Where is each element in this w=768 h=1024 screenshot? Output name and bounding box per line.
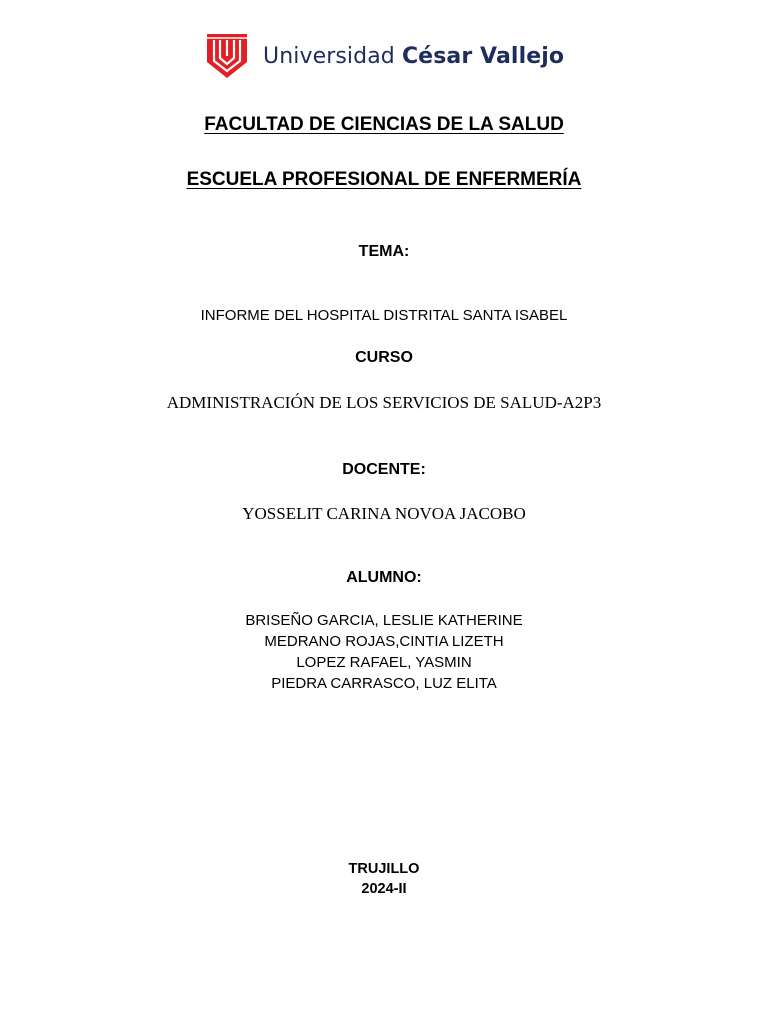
university-shield-icon — [205, 32, 249, 80]
docente-label: DOCENTE: — [342, 461, 426, 478]
docente-value: YOSSELIT CARINA NOVOA JACOBO — [242, 504, 526, 523]
city: TRUJILLO — [348, 861, 420, 877]
academic-period: 2024-II — [361, 881, 407, 897]
university-name — [263, 44, 564, 69]
university-name-regular: Universidad — [263, 43, 402, 69]
university-name-bold: César Vallejo — [401, 43, 565, 69]
curso-label: CURSO — [355, 349, 413, 366]
alumno-label: ALUMNO: — [346, 569, 422, 586]
student-list — [0, 610, 768, 694]
curso-value: ADMINISTRACIÓN DE LOS SERVICIOS DE SALUD-A2P3 — [166, 393, 602, 412]
faculty-title: FACULTAD DE CIENCIAS DE LA SALUD — [204, 114, 564, 135]
university-logo — [205, 32, 564, 80]
student-name: MEDRANO ROJAS,CINTIA LIZETH — [264, 633, 504, 650]
school-title: ESCUELA PROFESIONAL DE ENFERMERÍA — [186, 169, 582, 190]
student-name: BRISEÑO GARCIA, LESLIE KATHERINE — [245, 612, 523, 629]
tema-label: TEMA: — [358, 243, 410, 260]
student-name: PIEDRA CARRASCO, LUZ ELITA — [271, 675, 497, 692]
student-name: LOPEZ RAFAEL, YASMIN — [296, 654, 472, 671]
tema-value: INFORME DEL HOSPITAL DISTRITAL SANTA ISABEL — [200, 307, 568, 324]
